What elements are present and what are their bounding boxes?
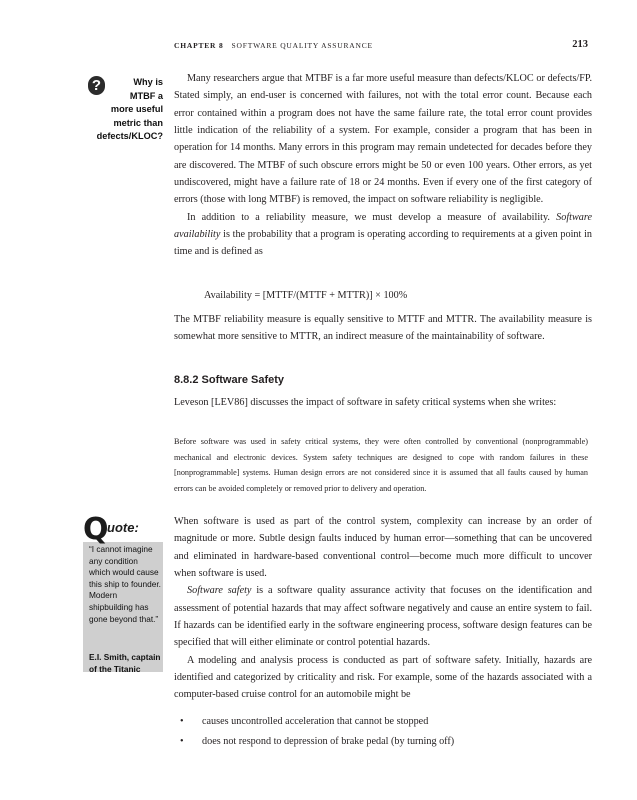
availability-definition: is the probability that a program is operating according to requirements at a given point in time and is defined as xyxy=(174,229,592,258)
quote-title-letter: Q xyxy=(83,512,109,547)
chapter-running-head xyxy=(174,41,373,50)
availability-term: Software availability xyxy=(174,211,593,241)
running-header xyxy=(170,41,588,55)
paragraph-hazard-analysis: A modeling and analysis process is conducted as part of software safety. Initially, hazards are identified and categorized by criticality and risk. For example, some of the hazards associated with a computer-based cruise control for an automobile might be xyxy=(174,654,592,701)
quote-body: “I cannot imagine any condition which would cause this ship to founder. Modern shipbuilding has gone beyond that.” xyxy=(89,544,161,624)
margin-question-text: Why is MTBF a more useful metric than defects/KLOC? xyxy=(96,77,163,141)
hazard-list xyxy=(180,712,590,752)
software-safety-definition: is a software quality assurance activity that focuses on the identification and assessment of potential hazards that may affect software negatively and cause an entire system to fail. If hazards can be identified early in the software engineering process, software design features can be specified that will either eliminate or control potential hazards. xyxy=(174,585,593,649)
list-item: • causes uncontrolled acceleration that cannot be stopped xyxy=(180,712,590,732)
body-text-mid xyxy=(174,311,592,346)
paragraph-mtbf-sensitivity: The MTBF reliability measure is equally sensitive to MTTF and MTTR. The availability measure is somewhat more sensitive to MTTR, an indirect measure of the maintainability of software. xyxy=(174,314,592,343)
quote-title-rest: uote: xyxy=(107,520,139,535)
paragraph-availability xyxy=(174,209,592,261)
quote-title xyxy=(83,512,163,547)
paragraph-mtbf: Many researchers argue that MTBF is a far more useful measure than defects/KLOC or defects/FP. Stated simply, an end-user is concerned with failures, not with the total error count. Because each error contained within a program does not have the same failure rate, the total error count provides little indication of the reliability of a system. For example, consider a program that has been in operation for 14 months. Many errors in this program may remain undetected for decades before they are discovered. The MTBF of such obscure errors might be 50 or even 100 years. Other errors, as yet undiscovered, might have a failure rate of 18 or 24 months. Even if every one of the first category of errors (those with long MTBF) is removed, the impact on software reliability is negligible. xyxy=(174,73,592,206)
question-mark-icon: ? xyxy=(88,76,105,95)
chapter-label: CHAPTER 8 xyxy=(174,41,224,50)
body-text-safety xyxy=(174,513,592,704)
paragraph-leveson: Leveson [LEV86] discusses the impact of software in safety critical systems when she writes: xyxy=(174,397,557,408)
paragraph-complexity: When software is used as part of the control system, complexity can increase by an order of magnitude or more. Subtle design faults induced by human error—something that can be uncovered and eliminated in hardware-based conventional control—become much more difficult to uncover when software is used. xyxy=(174,516,592,580)
availability-lead: In addition to a reliability measure, we must develop a measure of availability. xyxy=(187,211,550,223)
availability-formula: Availability = [MTTF/(MTTF + MTTR)] × 100% xyxy=(204,290,408,301)
block-quote-text: Before software was used in safety critical systems, they were often controlled by conventional (nonprogrammable) mechanical and electronic devices. System safety techniques are designed to cope with random failures in these [nonprogrammable] systems. Human design errors are not considered since it is assumed that all faults caused by human errors can be avoided completely or removed prior to delivery and operation. xyxy=(174,437,588,493)
paragraph-software-safety xyxy=(174,582,592,651)
software-safety-term: Software safety xyxy=(187,585,252,597)
section-heading: 8.8.2 Software Safety xyxy=(174,374,285,386)
sidebar-quote xyxy=(83,512,163,674)
list-item: • does not respond to depression of brake pedal (by turning off) xyxy=(180,732,590,752)
margin-question xyxy=(88,76,163,144)
page-number: 213 xyxy=(572,39,588,50)
block-quote xyxy=(174,434,588,496)
chapter-title: SOFTWARE QUALITY ASSURANCE xyxy=(231,41,373,50)
body-text-leveson xyxy=(174,394,592,411)
body-text-top xyxy=(174,70,592,261)
quote-attribution: E.I. Smith, captain of the Titanic xyxy=(89,652,161,674)
